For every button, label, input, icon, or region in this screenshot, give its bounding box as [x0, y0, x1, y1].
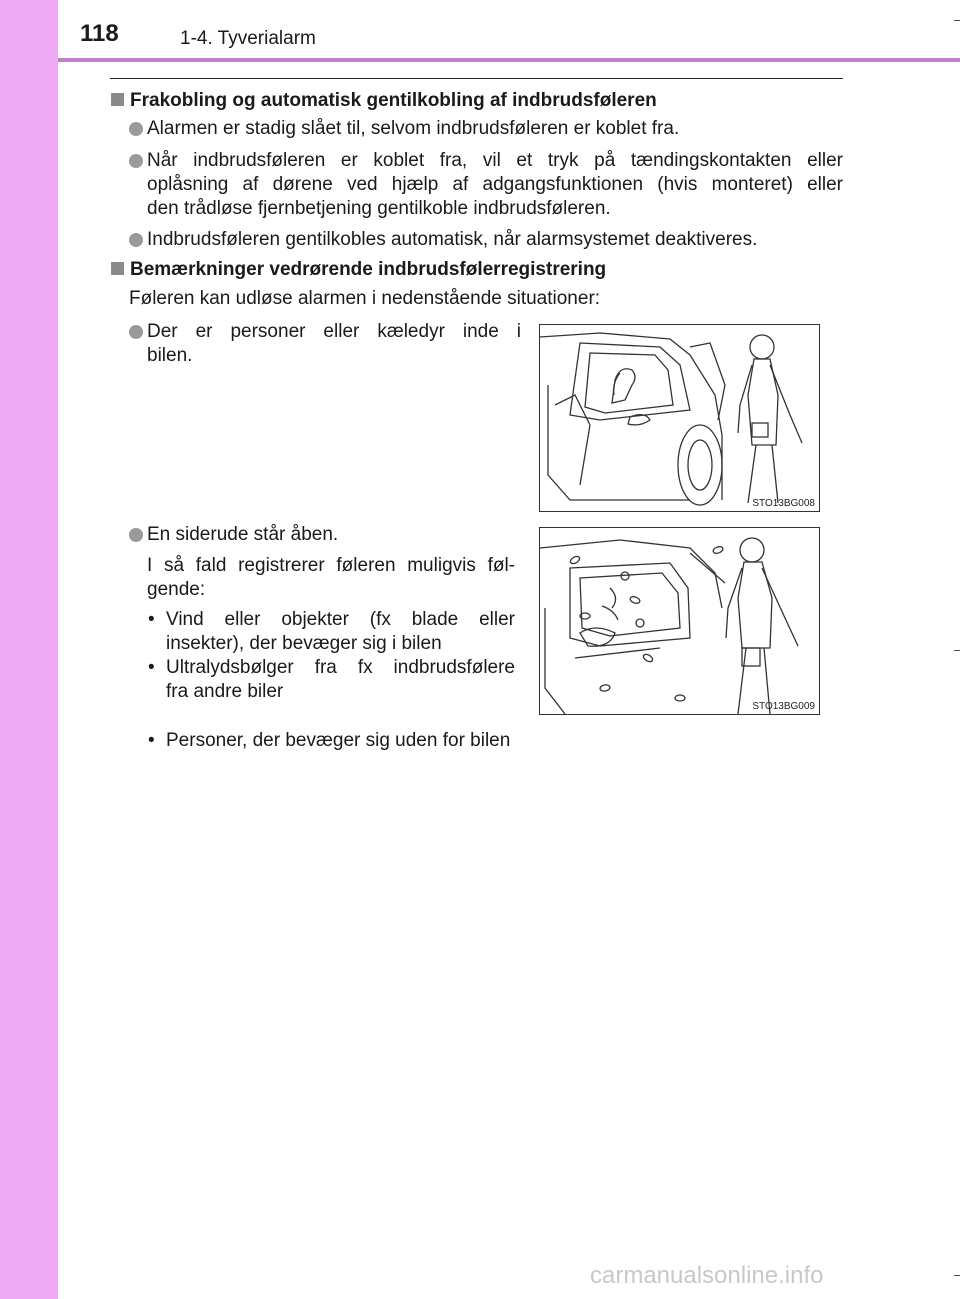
round-bullet-icon	[129, 122, 143, 136]
bullet-text-line: oplåsning af dørene ved hjælp af adgangsfunktionen (hvis monteret) eller	[147, 174, 843, 195]
sidebar-strip	[0, 0, 58, 1299]
crop-mark	[954, 650, 960, 651]
dash-item-line: insekter), der bevæger sig i bilen	[166, 633, 442, 654]
section-rule	[110, 78, 843, 79]
dash-bullet-icon: •	[148, 730, 155, 751]
dash-item-line: Vind eller objekter (fx blade eller	[166, 609, 515, 630]
section-intro: Føleren kan udløse alarmen i nedenstående situationer:	[129, 288, 601, 309]
section-heading: Bemærkninger vedrørende indbrudsfølerregistrering	[111, 258, 606, 282]
car-window-leaves-illustration	[540, 528, 819, 714]
bullet-text-line: bilen.	[147, 345, 193, 366]
illustration-car-pet-inside	[539, 324, 820, 512]
footer-watermark[interactable]: carmanualsonline.info	[590, 1262, 824, 1289]
round-bullet-icon	[129, 233, 143, 247]
bullet-text: En siderude står åben.	[147, 524, 339, 545]
bullet-text-line: Når indbrudsføleren er koblet fra, vil et tryk på tændingskontakten eller	[147, 150, 843, 171]
dash-bullet-icon: •	[148, 609, 155, 630]
header-rule	[58, 58, 960, 62]
chapter-title: 1-4. Tyverialarm	[180, 28, 316, 49]
section-heading: Frakobling og automatisk gentilkobling af indbrudsføleren	[111, 89, 657, 113]
dash-item-line: Ultralydsbølger fra fx indbrudsfølere	[166, 657, 515, 678]
round-bullet-icon	[129, 325, 143, 339]
figure-code: STO13BG008	[752, 498, 815, 509]
bullet-text: Indbrudsføleren gentilkobles automatisk, når alarmsystemet deaktiveres.	[147, 229, 758, 250]
bullet-text-line: Der er personer eller kæledyr inde i	[147, 321, 521, 342]
crop-mark	[954, 20, 960, 21]
figure-code: STO13BG009	[752, 701, 815, 712]
illustration-open-window	[539, 527, 820, 715]
bullet-text: Alarmen er stadig slået til, selvom indbrudsføleren er koblet fra.	[147, 118, 680, 139]
page-number: 118	[80, 20, 119, 47]
sub-text-line: I så fald registrerer føleren muligvis føl-	[147, 555, 515, 576]
crop-mark	[954, 1275, 960, 1276]
bullet-text-line: den trådløse fjernbetjening gentilkoble indbrudsføleren.	[147, 198, 611, 219]
round-bullet-icon	[129, 528, 143, 542]
square-bullet-icon	[111, 262, 124, 275]
dash-item-line: Personer, der bevæger sig uden for bilen	[166, 730, 511, 751]
sub-text-line: gende:	[147, 579, 206, 600]
square-bullet-icon	[111, 93, 124, 106]
dash-bullet-icon: •	[148, 657, 155, 678]
round-bullet-icon	[129, 154, 143, 168]
car-dog-illustration	[540, 325, 819, 511]
dash-item-line: fra andre biler	[166, 681, 284, 702]
